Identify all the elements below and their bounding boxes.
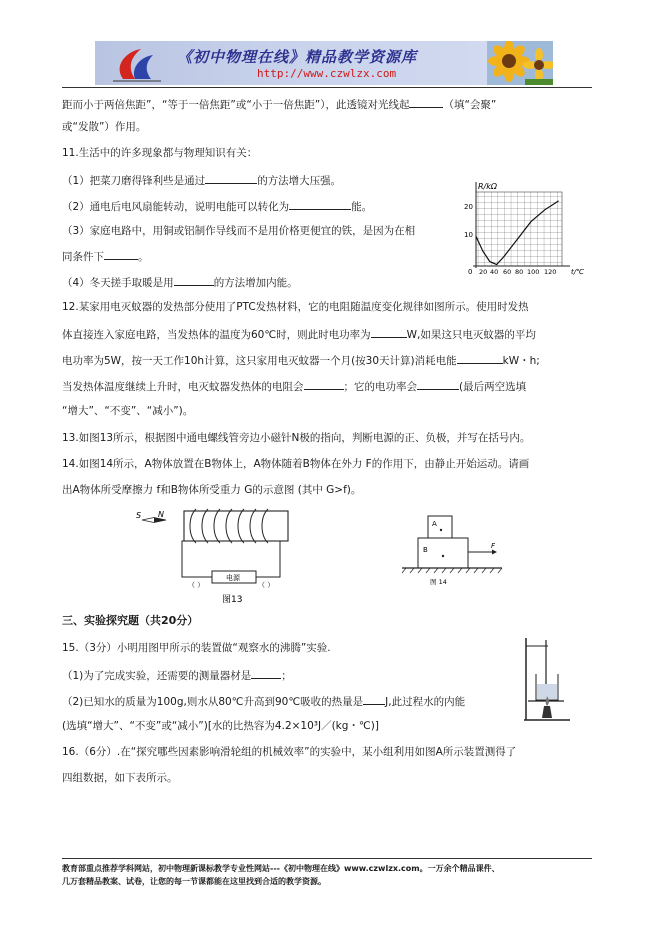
graph-ylabel: R/kΩ: [478, 182, 497, 191]
resistance-temperature-graph: [458, 178, 598, 278]
question-16-2: 四组数据，如下表所示。: [62, 772, 178, 784]
question-12-3: 电功率为5W，按一天工作10h计算，这只家用电灭蚊器一个月(按30天计算)消耗电能 kW・h;: [62, 352, 540, 368]
footer-line-1: 教育部重点推荐学科网站，初中物理新课标教学专业性网站---《初中物理在线》www.czwlzx.com。一万余个精品课件、: [62, 864, 500, 873]
figure-13-solenoid: [130, 505, 300, 605]
question-14: 14.如图14所示，A物体放置在B物体上，A物体随着B物体在外力 F的作用下，由静止开始运动。请画: [62, 458, 530, 470]
text-line: 或“发散”）作用。: [62, 121, 147, 133]
block-b-label: B: [423, 546, 428, 554]
question-14-2: 出A物体所受摩擦力 f和B物体所受重力 G的示意图 (其中 G>f)。: [62, 484, 362, 496]
question-15: 15.（3分）小明用图甲所示的装置做“观察水的沸腾”实验.: [62, 642, 331, 654]
xtick-60: 60: [503, 268, 512, 276]
boiling-apparatus-figure: [514, 634, 574, 724]
wire-left: [182, 541, 212, 577]
question-13: 13.如图13所示，根据图中通电螺线管旁边小磁针N极的指向，判断电源的正、负极，并写在括号内。: [62, 432, 531, 444]
question-11-3b: 同条件下 。: [62, 248, 149, 264]
question-15-2: （2)已知水的质量为100g,则水从80℃升高到90℃吸收的热量是 J,此过程水的内能: [62, 693, 465, 709]
logo-icon: [105, 45, 165, 83]
question-15-1: （1)为了完成实验，还需要的测量器材是 ；: [62, 667, 292, 683]
header-rule: [62, 87, 592, 88]
ytick-10: 10: [464, 231, 473, 239]
force-label: F: [491, 542, 496, 550]
block-a-center: [440, 529, 442, 531]
xtick-120: 120: [544, 268, 557, 276]
section-3-heading: 三、实验探究题（共20分）: [62, 614, 199, 627]
xtick-100: 100: [527, 268, 540, 276]
figure-13-caption: 图13: [222, 595, 243, 605]
force-arrow-head-icon: [492, 550, 497, 555]
alcohol-lamp-icon: [542, 706, 552, 718]
xtick-40: 40: [490, 268, 499, 276]
compass-n-label: N: [158, 510, 164, 519]
figure-14-caption: 图 14: [430, 578, 447, 586]
power-source-label: 电源: [226, 574, 240, 582]
banner-title: 《初中物理在线》精品教学资源库: [177, 48, 418, 66]
block-a-label: A: [432, 520, 437, 528]
sunflower-icon: [487, 41, 553, 85]
footer-rule: [62, 858, 592, 859]
banner-url[interactable]: http://www.czwlzx.com: [257, 67, 397, 80]
question-12-2: 体直接连入家庭电路，当发热体的温度为60℃时，则此时电功率为 W,如果这只电灭蚊器的平均: [62, 326, 536, 342]
graph-xlabel: t/℃: [571, 268, 584, 276]
block-b-center: [442, 555, 444, 557]
question-11-3: （3）家庭电路中，用铜或铝制作导线而不是用价格更便宜的铁，是因为在相: [62, 225, 416, 237]
compass-s-label: S: [136, 511, 142, 520]
question-15-3: (选填“增大”、“不变”或“减小”)[水的比热容为4.2×10³J／(kg・℃)]: [62, 720, 379, 732]
ground-hatch: [402, 568, 502, 573]
question-11-2: （2）通电后电风扇能转动，说明电能可以转化为 能。: [62, 198, 372, 214]
question-12-5: “增大”、“不变”、“减小”)。: [62, 405, 194, 417]
xtick-80: 80: [515, 268, 524, 276]
question-11: 11.生活中的许多现象都与物理知识有关：: [62, 147, 258, 159]
ytick-0: 0: [468, 268, 473, 276]
figure-14-blocks: [398, 512, 508, 592]
text-line: 距而小于两倍焦距”，“等于一倍焦距”或“小于一倍焦距”），此透镜对光线起 （填“会聚”: [62, 96, 496, 112]
solenoid-coils: [190, 509, 268, 543]
footer-line-2: 几万套精品教案、试卷，让您的每一节课都能在这里找到合适的教学资源。: [62, 877, 326, 886]
wire-right: [256, 541, 280, 577]
header-banner: [95, 41, 553, 85]
graph-grid: [476, 192, 562, 266]
question-11-4: （4）冬天搓手取暖是用 的方法增加内能。: [62, 274, 298, 290]
question-12-4: 当发热体温度继续上升时，电灭蚊器发热体的电阻会 ；它的电功率会 (最后两空选填: [62, 378, 526, 394]
paren-left: （ ）: [188, 581, 205, 589]
question-11-1: （1）把菜刀磨得锋利些是通过 的方法增大压强。: [62, 172, 341, 188]
solenoid-core: [184, 511, 288, 541]
xtick-20: 20: [479, 268, 488, 276]
question-12: 12.某家用电灭蚊器的发热部分使用了PTC发热材料，它的电阻随温度变化规律如图所示。使用时发热: [62, 301, 529, 313]
question-16: 16.（6分）.在“探究哪些因素影响滑轮组的机械效率”的实验中，某小组利用如图A所示装置测得了: [62, 746, 517, 758]
ytick-20: 20: [464, 203, 473, 211]
paren-right: （ ）: [258, 581, 275, 589]
